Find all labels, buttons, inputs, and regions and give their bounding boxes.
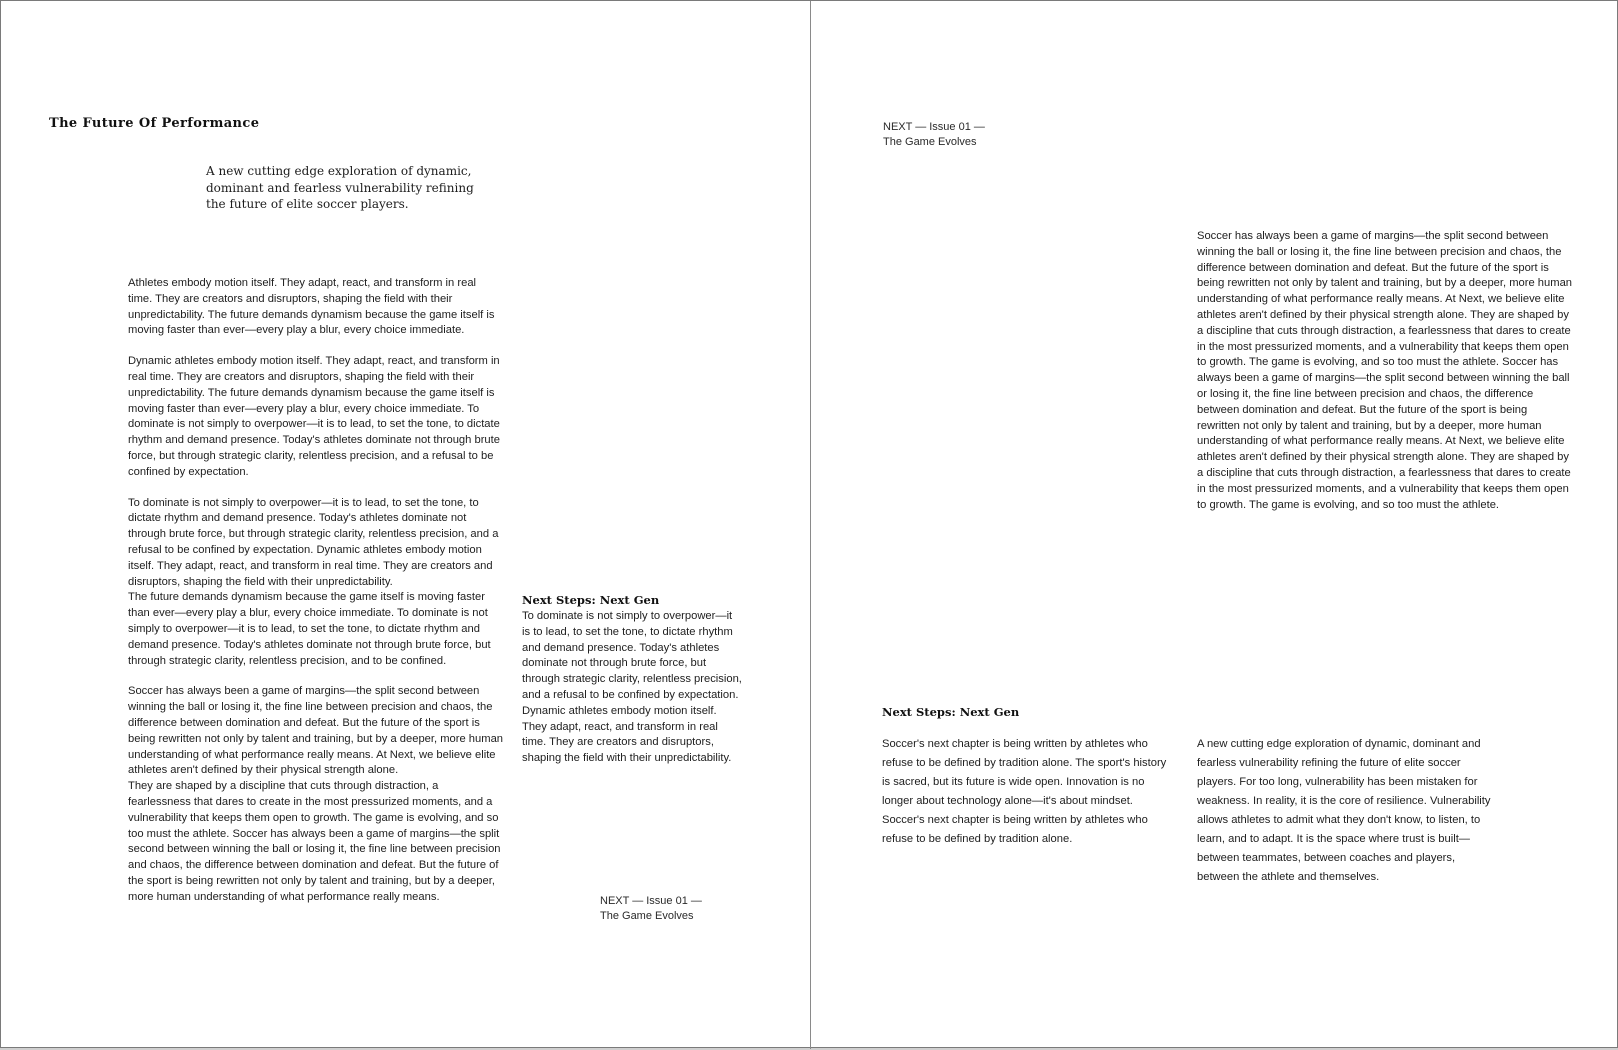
right-column-right: A new cutting edge exploration of dynamic, dominant and fearless vulnerability refining the future of elite soccer players. For too long, vulnerability has been mistaken for weakness. In reality, it is the core of resilience. Vulnerability allows athletes to admit what they don't know, to listen, to learn, and to adapt. It is the space where trust is built—between teammates, between coaches and players, between the athlete and themselves. xyxy=(1197,738,1491,883)
folio-issue: NEXT — Issue 01 — xyxy=(600,895,702,907)
body-paragraph-5: Soccer has always been a game of margins—the split second between winning the ball or losing it, the fine line between precision and chaos, the difference between domination and defeat. But the future of the sport is being rewritten not only by talent and training, but by a deeper, more human understanding of what performance really means. At Next, we believe elite athletes aren't defined by their physical strength alone. xyxy=(128,685,504,777)
sidebar-heading: Next Steps: Next Gen xyxy=(522,593,660,607)
page-gutter xyxy=(810,1,811,1049)
body-paragraph-2: Dynamic athletes embody motion itself. They adapt, react, and transform in real time. They are creators and disruptors, shaping the field with their unpredictability. The future demands dynamism because the game itself is moving faster than ever—every play a blur, every choice immediate. To dominate is not simply to overpower—it is to lead, to set the tone, to dictate rhythm and demand presence. Today's athletes dominate not through brute force, but through strategic clarity, relentless precision, and a refusal to be confined by expectation. xyxy=(128,355,500,478)
section-heading: Next Steps: Next Gen xyxy=(882,705,1020,719)
folio-issue: NEXT — Issue 01 — xyxy=(883,121,985,133)
folio-subtitle: The Game Evolves xyxy=(883,136,977,148)
body-paragraph-1: Athletes embody motion itself. They adapt, react, and transform in real time. They are creators and disruptors, shaping the field with their unpredictability. The future demands dynamism because the game itself is moving faster than ever—every play a blur, every choice immediate. xyxy=(128,277,495,337)
article-title: The Future Of Performance xyxy=(49,116,260,131)
folio-subtitle: The Game Evolves xyxy=(600,910,694,922)
right-main-text: Soccer has always been a game of margins—the split second between winning the ball or losing it, the fine line between precision and chaos, the difference between domination and defeat. But the future of the sport is being rewritten not only by talent and training, but by a deeper, more human understanding of what performance really means. At Next, we believe elite athletes aren't defined by their physical strength alone. They are shaped by a discipline that cuts through distraction, a fearlessness that dares to create in the most pressurized moments, and a vulnerability that keeps them open to growth. The game is evolving, and so too must the athlete. Soccer has always been a game of margins—the split second between winning the ball or losing it, the fine line between precision and chaos, the difference between domination and defeat. But the future of the sport is being rewritten not only by talent and training, but by a deeper, more human understanding of what performance really means. At Next, we believe elite athletes aren't defined by their physical strength alone. They are shaped by a discipline that cuts through distraction, a fearlessness that dares to create in the most pressurized moments, and a vulnerability that keeps them open to growth. The game is evolving, and so too must the athlete. xyxy=(1197,230,1573,511)
sidebar-text: To dominate is not simply to overpower—it is to lead, to set the tone, to dictate rhythm and demand presence. Today's athletes dominate not through brute force, but through strategic clarity, relentless precision, and a refusal to be confined by expectation. Dynamic athletes embody motion itself. They adapt, react, and transform in real time. They are creators and disruptors, shaping the field with their unpredictability. xyxy=(522,610,742,765)
left-body-column xyxy=(128,276,503,905)
right-column-left: Soccer's next chapter is being written by athletes who refuse to be defined by tradition alone. The sport's history is sacred, but its future is wide open. Innovation is no longer about technology alone—it's about mindset. Soccer's next chapter is being written by athletes who refuse to be defined by tradition alone. xyxy=(882,738,1167,845)
body-paragraph-3: To dominate is not simply to overpower—it is to lead, to set the tone, to dictate rhythm and demand presence. Today's athletes dominate not through brute force, but through strategic clarity, relentless precision, and a refusal to be confined by expectation. Dynamic athletes embody motion itself. They adapt, react, and transform in real time. They are creators and disruptors, shaping the field with their unpredictability. xyxy=(128,496,499,588)
body-paragraph-6: They are shaped by a discipline that cuts through distraction, a fearlessness that dares to create in the most pressurized moments, and a vulnerability that keeps them open to growth. The game is evolving, and so too must the athlete. Soccer has always been a game of margins—the split second between winning the ball or losing it, the fine line between precision and chaos, the difference between domination and defeat. But the future of the sport is being rewritten not only by talent and training, but by a deeper, more human understanding of what performance really means. xyxy=(128,780,501,903)
right-folio xyxy=(883,120,985,150)
article-deck: A new cutting edge exploration of dynamic, dominant and fearless vulnerability refining the future of elite soccer players. xyxy=(206,164,474,211)
body-paragraph-4: The future demands dynamism because the game itself is moving faster than ever—every play a blur, every choice immediate. To dominate is not simply to overpower—it is to lead, to set the tone, to dictate rhythm and demand presence. Today's athletes dominate not through brute force, but through strategic clarity, relentless precision, and to be confined. xyxy=(128,591,491,667)
left-folio xyxy=(600,894,702,924)
